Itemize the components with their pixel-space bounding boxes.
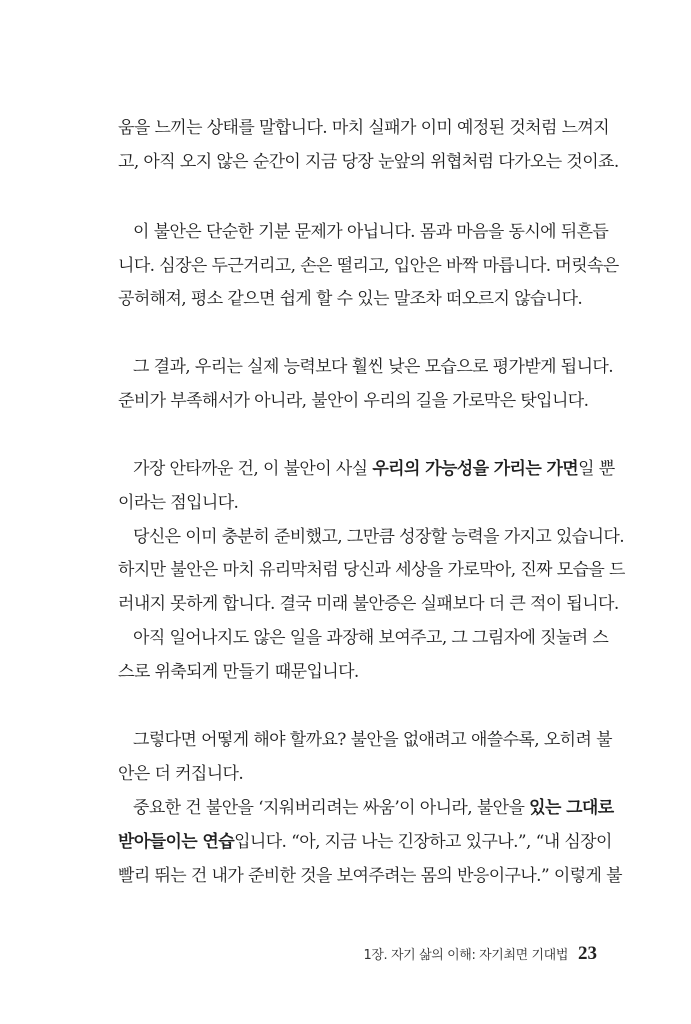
text-line: 하지만 불안은 마치 유리막처럼 당신과 세상을 가로막아, 진짜 모습을 드 bbox=[118, 560, 625, 580]
text-line: 그렇다면 어떻게 해야 할까요? 불안을 없애려고 애쓸수록, 오히려 불 bbox=[133, 730, 612, 750]
text-line: 그 결과, 우리는 실제 능력보다 훨씬 낮은 모습으로 평가받게 됩니다. bbox=[133, 357, 614, 377]
text-line: 이 불안은 단순한 기분 문제가 아닙니다. 몸과 마음을 동시에 뒤흔듭 bbox=[133, 222, 609, 242]
text-line bbox=[133, 797, 614, 819]
text-run: 일 뿐 bbox=[578, 459, 615, 479]
page-footer bbox=[364, 943, 597, 965]
text-run: 가장 안타까운 건, 이 불안이 사실 bbox=[133, 459, 373, 479]
emphasis-text: 있는 그대로 bbox=[529, 798, 614, 818]
chapter-title: 1장. 자기 삶의 이해: 자기최면 기대법 bbox=[363, 948, 568, 963]
page-number: 23 bbox=[578, 943, 597, 964]
text-line bbox=[133, 458, 615, 480]
emphasis-text: 받아들이는 연습 bbox=[118, 832, 235, 852]
text-line: 당신은 이미 충분히 준비했고, 그만큼 성장할 능력을 가지고 있습니다. bbox=[133, 527, 625, 547]
text-line: 안은 더 커집니다. bbox=[118, 764, 244, 784]
emphasis-text: 우리의 가능성을 가리는 가면 bbox=[372, 459, 579, 479]
text-line: 고, 아직 오지 않은 순간이 지금 당장 눈앞의 위협처럼 다가오는 것이죠. bbox=[118, 152, 619, 172]
text-line: 공허해져, 평소 같으면 쉽게 할 수 있는 말조차 떠오르지 않습니다. bbox=[118, 289, 583, 309]
text-line: 러내지 못하게 합니다. 결국 미래 불안증은 실패보다 더 큰 적이 됩니다. bbox=[118, 594, 619, 614]
text-line: 아직 일어나지도 않은 일을 과장해 보여주고, 그 그림자에 짓눌려 스 bbox=[133, 628, 609, 648]
text-line: 니다. 심장은 두근거리고, 손은 떨리고, 입안은 바짝 마릅니다. 머릿속은 bbox=[118, 256, 619, 276]
text-line bbox=[118, 831, 612, 853]
text-line: 움을 느끼는 상태를 말합니다. 마치 실패가 이미 예정된 것처럼 느껴지 bbox=[118, 118, 610, 138]
text-run: 중요한 건 불안을 ‘지워버리려는 싸움’이 아니라, 불안을 bbox=[133, 798, 530, 818]
text-line: 스로 위축되게 만들기 때문입니다. bbox=[118, 662, 359, 682]
text-run: 입니다. “아, 지금 나는 긴장하고 있구나.”, “내 심장이 bbox=[234, 832, 612, 852]
text-line: 이라는 점입니다. bbox=[118, 493, 239, 513]
text-line: 준비가 부족해서가 아니라, 불안이 우리의 길을 가로막은 탓입니다. bbox=[118, 391, 589, 411]
text-line: 빨리 뛰는 건 내가 준비한 것을 보여주려는 몸의 반응이구나.” 이렇게 불 bbox=[118, 866, 622, 886]
